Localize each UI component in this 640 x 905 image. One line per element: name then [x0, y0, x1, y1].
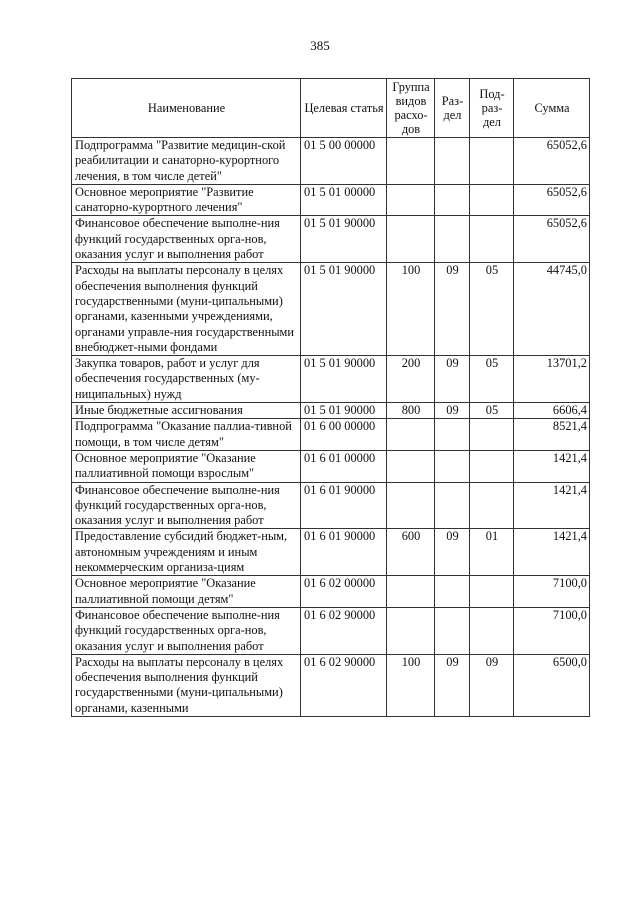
cell-name: Финансовое обеспечение выполне-ния функций государственных орга-нов, оказания услуг и выполнения работ [72, 482, 301, 529]
cell-sum: 65052,6 [514, 216, 590, 263]
cell-group: 100 [387, 263, 435, 356]
cell-sum: 65052,6 [514, 138, 590, 185]
cell-group [387, 450, 435, 482]
cell-section: 09 [435, 529, 470, 576]
cell-name: Основное мероприятие "Развитие санаторно-курортного лечения" [72, 184, 301, 216]
cell-name: Расходы на выплаты персоналу в целях обеспечения выполнения функций государственными (муни-ципальными) органами, казенными [72, 654, 301, 716]
cell-subsection [470, 576, 514, 608]
cell-subsection: 05 [470, 403, 514, 419]
cell-target: 01 6 02 00000 [301, 576, 387, 608]
cell-section: 09 [435, 403, 470, 419]
cell-group [387, 419, 435, 451]
cell-name: Иные бюджетные ассигнования [72, 403, 301, 419]
table-row [72, 654, 590, 716]
table-row [72, 529, 590, 576]
cell-target: 01 6 02 90000 [301, 654, 387, 716]
cell-target: 01 5 00 00000 [301, 138, 387, 185]
cell-subsection [470, 216, 514, 263]
header-group: Группа видов расхо-дов [387, 79, 435, 138]
table-row [72, 403, 590, 419]
cell-target: 01 6 01 90000 [301, 482, 387, 529]
cell-subsection: 05 [470, 263, 514, 356]
cell-name: Расходы на выплаты персоналу в целях обеспечения выполнения функций государственными (муни-ципальными) органами, казенными учреждениями, органами управле-ния государственными внебюджет-ными фондами [72, 263, 301, 356]
cell-sum: 1421,4 [514, 529, 590, 576]
cell-sum: 6500,0 [514, 654, 590, 716]
table-row [72, 450, 590, 482]
cell-name: Подпрограмма "Оказание паллиа-тивной помощи, в том числе детям" [72, 419, 301, 451]
table-row [72, 263, 590, 356]
cell-sum: 13701,2 [514, 356, 590, 403]
cell-target: 01 6 00 00000 [301, 419, 387, 451]
cell-section [435, 607, 470, 654]
cell-target: 01 6 02 90000 [301, 607, 387, 654]
table-row [72, 356, 590, 403]
cell-subsection [470, 482, 514, 529]
cell-sum: 1421,4 [514, 482, 590, 529]
cell-name: Подпрограмма "Развитие медицин-ской реабилитации и санаторно-курортного лечения, в том числе детей" [72, 138, 301, 185]
cell-group [387, 184, 435, 216]
cell-section [435, 138, 470, 185]
cell-sum: 8521,4 [514, 419, 590, 451]
cell-name: Финансовое обеспечение выполне-ния функций государственных орга-нов, оказания услуг и выполнения работ [72, 607, 301, 654]
table-row [72, 216, 590, 263]
header-sum: Сумма [514, 79, 590, 138]
cell-group [387, 138, 435, 185]
cell-group: 200 [387, 356, 435, 403]
page-number: 385 [310, 38, 330, 53]
cell-name: Предоставление субсидий бюджет-ным, автономным учреждениям и иным некоммерческим организа-циям [72, 529, 301, 576]
cell-sum: 44745,0 [514, 263, 590, 356]
cell-target: 01 5 01 90000 [301, 263, 387, 356]
cell-subsection [470, 184, 514, 216]
table-body [72, 138, 590, 717]
cell-section: 09 [435, 654, 470, 716]
table-row [72, 482, 590, 529]
table-row [72, 576, 590, 608]
header-section: Раз-дел [435, 79, 470, 138]
cell-sum: 7100,0 [514, 576, 590, 608]
cell-section [435, 419, 470, 451]
cell-target: 01 5 01 90000 [301, 356, 387, 403]
cell-group: 600 [387, 529, 435, 576]
budget-table [71, 78, 590, 717]
cell-target: 01 5 01 00000 [301, 184, 387, 216]
cell-name: Финансовое обеспечение выполне-ния функций государственных орга-нов, оказания услуг и выполнения работ [72, 216, 301, 263]
cell-section [435, 184, 470, 216]
table-row [72, 419, 590, 451]
cell-section [435, 482, 470, 529]
cell-subsection [470, 419, 514, 451]
header-name: Наименование [72, 79, 301, 138]
header-target: Целевая статья [301, 79, 387, 138]
cell-target: 01 6 01 00000 [301, 450, 387, 482]
table-header-row [72, 79, 590, 138]
cell-section: 09 [435, 356, 470, 403]
header-subsection: Под-раз-дел [470, 79, 514, 138]
cell-name: Закупка товаров, работ и услуг для обеспечения государственных (му-ниципальных) нужд [72, 356, 301, 403]
cell-group [387, 607, 435, 654]
table-row [72, 184, 590, 216]
cell-target: 01 5 01 90000 [301, 403, 387, 419]
cell-section [435, 576, 470, 608]
cell-group [387, 216, 435, 263]
cell-group: 800 [387, 403, 435, 419]
cell-group: 100 [387, 654, 435, 716]
cell-sum: 7100,0 [514, 607, 590, 654]
table-row [72, 607, 590, 654]
cell-sum: 65052,6 [514, 184, 590, 216]
cell-subsection: 01 [470, 529, 514, 576]
cell-group [387, 482, 435, 529]
cell-sum: 6606,4 [514, 403, 590, 419]
cell-sum: 1421,4 [514, 450, 590, 482]
cell-subsection [470, 607, 514, 654]
cell-target: 01 5 01 90000 [301, 216, 387, 263]
cell-name: Основное мероприятие "Оказание паллиативной помощи взрослым" [72, 450, 301, 482]
cell-subsection: 09 [470, 654, 514, 716]
cell-section: 09 [435, 263, 470, 356]
cell-section [435, 216, 470, 263]
cell-subsection [470, 450, 514, 482]
cell-subsection: 05 [470, 356, 514, 403]
cell-name: Основное мероприятие "Оказание паллиативной помощи детям" [72, 576, 301, 608]
cell-section [435, 450, 470, 482]
cell-target: 01 6 01 90000 [301, 529, 387, 576]
table-row [72, 138, 590, 185]
cell-subsection [470, 138, 514, 185]
cell-group [387, 576, 435, 608]
